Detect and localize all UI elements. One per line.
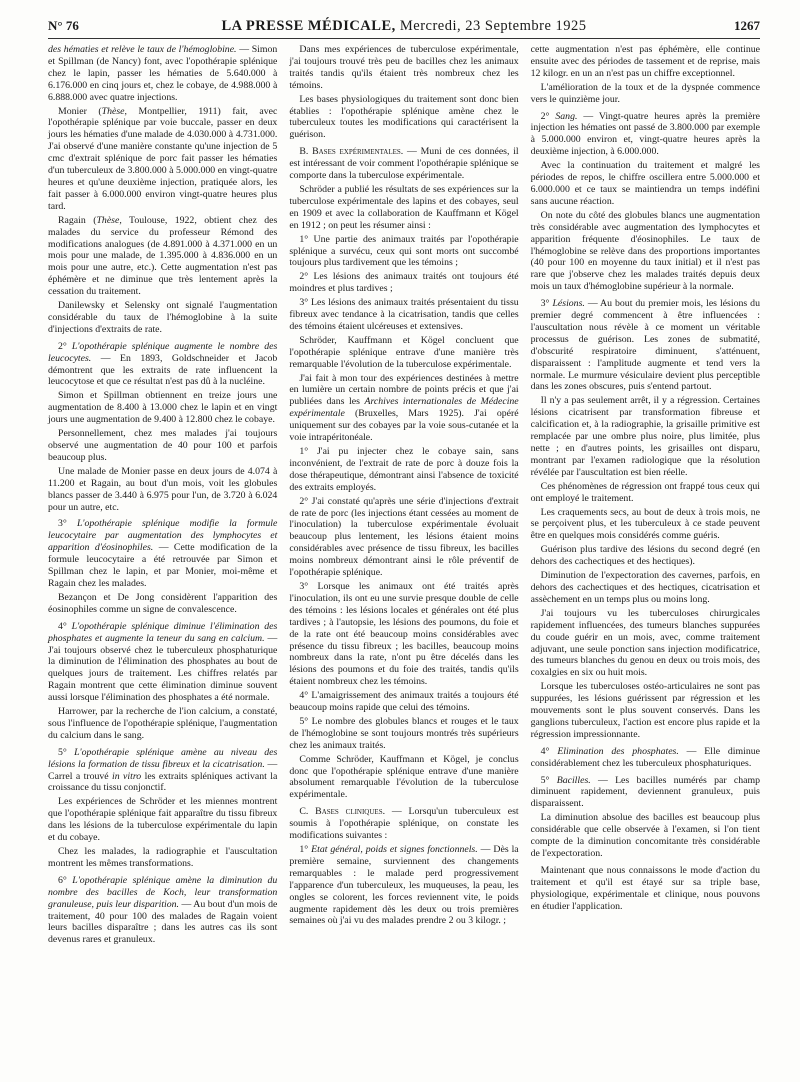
text-run: 3° Les lésions des animaux traités présentaient du tissu fibreux avec tendance à la cicatrisation, tandis que celles des témoins étaient ulcéreuses et extensives. <box>289 297 519 332</box>
text-run: 1° J'ai pu injecter chez le cobaye sain, sans inconvénient, de l'extrait de rate de porc à douze fois la dose thérapeutique, démontrant ainsi l'absence de toxicité des extraits employés. <box>289 446 519 493</box>
italic-text: in vitro <box>112 770 142 782</box>
text-run: Guérison plus tardive des lésions du second degré (en dehors des cachectiques et des hectiques). <box>530 544 760 568</box>
text-run: Bezançon et De Jong considèrent l'apparition des éosinophiles comme un signe de convalescence. <box>48 591 278 615</box>
text-run: Monier ( <box>58 105 102 117</box>
italic-text: Elimination des phosphates. <box>557 745 679 757</box>
text-run: Les expériences de Schröder et les miennes montrent que l'opothérapie splénique fait apparaître du tissu fibreux dans les lésions de la tuberculose expérimentale du lapin et du cobaye. <box>48 796 278 844</box>
text-run: 5° Le nombre des globules blancs et rouges et le taux de l'hémoglobine se sont toujours montrés très supérieurs chez les animaux traités. <box>289 715 519 751</box>
text-run: — Dès la première semaine, surviennent des changements remarquables : le malade perd progressivement l'apparence d'un tuberculeux, les muqueuses, la peau, les ongles se colorent, les forces reviennent vite, le poids augmente rapidement dès les deux ou trois premières semaines où j'ai vu des malades prendre 2 ou 3 kilogr. ; <box>289 844 519 927</box>
paragraph <box>48 215 277 298</box>
paragraph <box>531 812 760 860</box>
paragraph <box>289 335 518 371</box>
text-run: Chez les malades, la radiographie et l'auscultation montrent les mêmes transformations. <box>48 846 278 869</box>
paragraph <box>289 94 518 142</box>
text-run: Avec la continuation du traitement et malgré les périodes de repos, le chiffre oscillera entre 5.000.000 et 6.000.000 et ce taux se maintiendra un temps indéfini sans aucune réaction. <box>530 160 760 207</box>
column-2 <box>289 44 518 948</box>
page-header <box>48 18 760 39</box>
italic-text: Bacilles. <box>556 774 591 786</box>
paragraph <box>289 844 518 927</box>
text-run: — Vingt-quatre heures après la première injection les hématies ont passé de 3.800.000 par exemple à 5.000.000 environ et, vingt-quatre heures après la deuxième injection, à 6.000.000. <box>530 110 760 158</box>
paragraph <box>531 507 760 543</box>
text-run: 4° <box>540 745 558 757</box>
text-run: J'ai toujours vu les tuberculoses chirurgicales rapidement influencées, des tumeurs blanches suppurées du coude guérir en un mois, avec, comme traitement adjuvant, une seule ponction sans injection modificatrice, des tumeurs blanches du genou en deux ou trois mois, des coxalgies en six ou huit mois. <box>530 607 760 679</box>
text-run: 5° <box>540 774 557 786</box>
paragraph <box>48 390 277 426</box>
text-run: Diminution de l'expectoration des cavernes, parfois, en dehors des cachectiques et des hectiques, cicatrisation et assèchement en un temps plus ou moins long. <box>530 570 760 605</box>
italic-text: Etat général, poids et signes fonctionnels. <box>311 844 478 855</box>
section-heading: Bases cliniques. <box>315 806 386 818</box>
italic-text: L'opothérapie splénique augmente le nombre des leucocytes. <box>48 340 278 364</box>
paragraph <box>531 775 760 811</box>
text-run: cette augmentation n'est pas éphémère, elle continue ensuite avec des périodes de tassement et de reprise, mais 12 kilogr. en un an n'est pas un chiffre exceptionnel. <box>530 44 760 79</box>
paragraph <box>531 570 760 606</box>
paragraph <box>531 544 760 568</box>
text-run: Ragain ( <box>58 214 97 226</box>
text-run: Comme Schröder, Kauffmann et Kögel, je conclus donc que l'opothérapie splénique entrave d'une manière absolument remarquable l'évolution de la tuberculose expérimentale. <box>289 753 519 801</box>
column-1 <box>48 44 277 948</box>
text-run: — Au bout du premier mois, les lésions du premier degré commencent à être influencées : l'auscultation nous révèle à ce moment un véritable processus de guérison. Les zones de submatité, d'obscurité respiratoire diminuent, s'atténuent, disparaissent : l'amplitude augmente et tend vers la normale. Le murmure vésiculaire devient plus perceptible dans les zones obscures, puis s'entend partout. <box>530 298 760 393</box>
text-run: B. <box>299 146 313 158</box>
paragraph <box>289 146 518 182</box>
text-run: , Montpellier, 1911) fait, avec l'opothérapie splénique par voie buccale, passer en deux jours les hématies d'une malade de 4.030.000 à 4.731.000. J'ai observé d'une manière constante qu'une injection de 5 cmc d'extrait splénique de porc fait passer les hématies d'un tuberculeux de 3.800.000 à 5.000.000 en vingt-quatre heures et qu'une deuxième injection, pratiquée alors, les fait passer à 6.000.000 environ vingt-quatre heures plus tard. <box>48 105 278 212</box>
text-run: La diminution absolue des bacilles est beaucoup plus considérable que celle observée à l'examen, si l'on tient compte de la diminution concomitante très considérable de l'expectoration. <box>530 812 760 859</box>
text-run: 6° <box>58 874 73 886</box>
issue-number: N° 76 <box>48 18 79 33</box>
paragraph <box>289 297 518 333</box>
text-run: — Cette modification de la formule leucocytaire a été retrouvée par Simon et Spillman chez le lapin, et par Monier, moi-même et Ragain chez les malades. <box>48 542 278 589</box>
text-run: — Lorsqu'un tuberculeux est soumis à l'opothérapie splénique, on constate les modifications suivantes : <box>289 806 519 842</box>
paragraph <box>289 496 518 579</box>
paragraph <box>48 747 277 795</box>
paragraph <box>48 428 277 464</box>
text-run: 3° Lorsque les animaux ont été traités après l'inoculation, ils ont eu une survie presque double de celle des témoins : les lésions locales et générales ont été plus tardives ; à l'autopsie, les lésions des poumons, du foie et de la rate ont été beaucoup moins considérables avec présence du tissu fibreux ; les bacilles, beaucoup moins nombreux dans la rate, n'ont pu être décelés dans les lésions des poumons et du foie des traités, tandis qu'ils étaient nombreux chez les témoins. <box>289 580 519 688</box>
italic-text: Sang. <box>555 110 578 122</box>
text-run: Lorsque les tuberculoses ostéo-articulaires ne sont pas suppurées, les lésions guérissent par régression et les mouvements sont le plus souvent conservés. Dans les ganglions tuberculeux, l'action est encore plus rapide et la régression impressionnante. <box>530 681 760 740</box>
text-run: — Muni de ces données, il est intéressant de voir comment l'opothérapie splénique se comporte dans la tuberculose expérimentale. <box>289 146 519 182</box>
paragraph <box>531 681 760 741</box>
text-run: 1° Une partie des animaux traités par l'opothérapie splénique a survécu, ceux qui sont morts ont succombé toujours plus tardivement que les témoins ; <box>289 233 519 269</box>
italic-text: Thèse <box>101 105 125 117</box>
text-run: Schröder a publié les résultats de ses expériences sur la tuberculose expérimentale des lapins et des cobayes, seul en 1909 et avec la collaboration de Kauffmann et Kögel en 1912 ; on peut les résumer ainsi : <box>289 183 519 231</box>
paragraph <box>48 44 277 104</box>
text-run: les extraits spléniques activant la croissance du tissu conjonctif. <box>48 770 278 794</box>
paragraph <box>531 160 760 208</box>
text-run: C. <box>299 806 316 818</box>
text-run: 3° <box>540 298 553 310</box>
paragraph <box>531 481 760 505</box>
article-body <box>48 44 760 948</box>
paragraph <box>289 806 518 842</box>
text-run: — Carrel a trouvé <box>48 758 278 782</box>
paragraph <box>531 111 760 159</box>
paragraph <box>531 608 760 679</box>
paragraph <box>289 373 518 444</box>
text-run: Une malade de Monier passe en deux jours de 4.074 à 11.200 et Ragain, au bout d'un mois, voit les globules blancs passer de 3.440 à 6.975 pour l'un, de 3.720 à 6.024 pour un autre, etc. <box>48 465 278 513</box>
text-run: Personnellement, chez mes malades j'ai toujours observé une augmentation de 40 pour 100 et parfois beaucoup plus. <box>48 428 278 463</box>
issue-date: Mercredi, 23 Septembre 1925 <box>399 18 587 34</box>
paragraph <box>289 690 518 714</box>
masthead <box>108 18 700 35</box>
journal-title: LA PRESSE MÉDICALE, <box>221 18 396 34</box>
paragraph <box>531 865 760 913</box>
text-run: — Elle diminue considérablement chez les tuberculeux phosphaturiques. <box>530 745 760 769</box>
paragraph <box>531 395 760 478</box>
italic-text: Lésions. <box>552 298 585 310</box>
paragraph <box>48 300 277 336</box>
text-run: 2° <box>540 110 556 122</box>
text-run: Ces phénomènes de régression ont frappé tous ceux qui ont employé le traitement. <box>530 480 760 504</box>
text-run: — Simon et Spillman (de Nancy) font, avec l'opothérapie splénique chez le lapin, passer les hématies de 5.640.000 à 6.176.000 en cinq jours et, chez le cobaye, de 4.988.000 à 6.888.000 avec quatre injections. <box>48 44 278 103</box>
italic-text: des hématies et relève le taux de l'hémoglobine. <box>48 44 237 55</box>
text-run: Il n'y a pas seulement arrêt, il y a régression. Certaines lésions cicatrisent par transformation fibreuse et calcification et, à la radiographie, la grisaille primitive est remplacée par une ombre plus noire, plus limitée, plus nette ; en d'autres points, les grisailles ont disparu, montrant par l'examen radiologique que la résolution révélée par l'auscultation est bien réelle. <box>530 395 760 478</box>
paragraph <box>531 210 760 293</box>
paragraph <box>48 706 277 742</box>
text-run: — Au bout d'un mois de traitement, 40 pour 100 des malades de Ragain voient leurs bacilles disparaître ; dans les autres cas ils sont devenus rares et granuleux. <box>48 898 278 946</box>
paragraph <box>48 518 277 589</box>
paragraph <box>48 796 277 844</box>
paragraph <box>289 184 518 232</box>
text-run: 2° J'ai constaté qu'après une série d'injections d'extrait de rate de porc (les injections étant cessées au moment de l'inoculation) la tuberculose expérimentale évoluait beaucoup plus lentement, les lésions étaient moins considérables avec présence de tissu fibreux, les bacilles moins nombreux démontrant ainsi le rôle préventif de l'opothérapie splénique. <box>289 495 519 579</box>
paragraph <box>289 716 518 752</box>
text-run: Schröder, Kauffmann et Kögel concluent que l'opothérapie splénique entrave d'une manière très remarquable l'évolution de la tuberculose expérimentale. <box>289 334 519 370</box>
italic-text: Archives internationales de Médecine expérimentale <box>289 396 519 420</box>
paragraph <box>48 846 277 870</box>
paragraph <box>289 271 518 295</box>
paragraph <box>48 875 277 946</box>
paragraph <box>289 446 518 494</box>
paragraph <box>289 581 518 688</box>
text-run: Dans mes expériences de tuberculose expérimentale, j'ai toujours trouvé très peu de bacilles chez les animaux traités tandis qu'ils étaient très nombreux chez les témoins. <box>289 44 519 91</box>
paragraph <box>531 298 760 393</box>
column-3 <box>531 44 760 948</box>
italic-text: L'opothérapie splénique amène la diminution du nombre des bacilles de Koch, leur transformation granuleuse, puis leur disparition. <box>48 874 278 910</box>
paragraph <box>48 466 277 514</box>
text-run: Les bases physiologiques du traitement sont donc bien établies : l'opothérapie splénique amène chez le tuberculeux toutes les modifications qui caractérisent la guérison. <box>289 93 519 141</box>
text-run: 4° L'amaigrissement des animaux traités a toujours été beaucoup moins rapide que celui des témoins. <box>289 690 519 714</box>
text-run: — Les bacilles numérés par champ diminuent rapidement, deviennent granuleux, puis disparaissent. <box>530 774 760 810</box>
italic-text: L'opothérapie splénique amène au niveau des lésions la formation de tissu fibreux et la cicatrisation. <box>48 746 278 770</box>
paragraph <box>289 234 518 270</box>
text-run: On note du côté des globules blancs une augmentation très considérable avec augmentation des lymphocytes et apparition fréquente d'éosinophiles. Le taux de l'hémoglobine se relève dans des proportions importantes (40 pour 100 en moyenne du taux initial) et il n'est pas rare que j'observe chez les malades traités depuis deux mois un taux d'hémoglobine supérieur à la normale. <box>530 209 760 293</box>
paragraph <box>531 82 760 106</box>
text-run: 2° Les lésions des animaux traités ont toujours été moindres et plus tardives ; <box>289 271 519 295</box>
text-run: 4° <box>58 620 72 632</box>
text-run: L'amélioration de la toux et de la dyspnée commence vers le quinzième jour. <box>530 81 760 105</box>
page-number: 1267 <box>734 18 760 33</box>
paragraph <box>48 341 277 389</box>
text-run: 5° <box>58 746 75 758</box>
text-run: Danilewsky et Selensky ont signalé l'augmentation considérable du taux de l'hémoglobine à la suite d'injections d'extraits de rate. <box>48 300 278 335</box>
section-heading: Bases expérimentales. <box>312 146 404 158</box>
paragraph <box>289 44 518 92</box>
paragraph <box>531 746 760 770</box>
paragraph <box>531 44 760 80</box>
italic-text: L'opothérapie splénique modifie la formule leucocytaire par augmentation des lymphocytes et apparition d'éosinophiles. <box>48 518 278 554</box>
text-run: (Bruxelles, Mars 1925). J'ai opéré uniquement sur des cobayes par la voie sous-cutanée et la voie intrapéritonéale. <box>289 408 519 444</box>
paragraph <box>289 754 518 802</box>
text-run: — J'ai toujours observé chez le tuberculeux phosphaturique la diminution de l'élimination des phosphates au bout de quelques jours de traitement. Les chiffres relatés par Ragain montrent que cette élimination diminue souvent aussi lorsque l'élimination des phosphates a été normale. <box>48 632 278 704</box>
text-run: Harrower, par la recherche de l'ion calcium, a constaté, sous l'influence de l'opothérapie splénique, l'augmentation du calcium dans le sang. <box>48 706 278 741</box>
italic-text: Thèse <box>96 214 120 226</box>
text-run: 1° <box>299 844 312 855</box>
text-run: , Toulouse, 1922, obtient chez des malades du service du professeur Rémond des modifications analogues (de 4.891.000 à 4.371.000 en un mois pour une malade, de 1.395.000 à 4.836.000 en un mois pour une autre, etc.). Cette augmentation n'est pas éphémère et ne diminue que très lentement après la cessation du traitement. <box>48 214 278 298</box>
italic-text: L'opothérapie splénique diminue l'élimination des phosphates et augmente la teneur du sang en calcium. <box>48 620 278 644</box>
text-run: 2° <box>58 340 72 352</box>
text-run: J'ai fait à mon tour des expériences destinées à mettre en lumière un certain nombre de points précis et que j'ai publiées dans les <box>289 372 519 408</box>
text-run: — En 1893, Goldschneider et Jacob démontrent que les extraits de rate influencent la leucocytose et que ce résultat n'est pas dû à la nucléine. <box>48 352 278 388</box>
paragraph <box>48 106 277 213</box>
text-run: Maintenant que nous connaissons le mode d'action du traitement et qu'il est étayé sur sa triple base, physiologique, expérimentale et clinique, nous pouvons en étudier l'application. <box>530 864 760 912</box>
paragraph <box>48 621 277 704</box>
text-run: Les craquements secs, au bout de deux à trois mois, ne se perçoivent plus, et les tuberculeux à ce stade peuvent être en quelques mois considérés comme guéris. <box>530 506 760 542</box>
paragraph <box>48 592 277 616</box>
text-run: 3° <box>58 518 77 530</box>
text-run: Simon et Spillman obtiennent en treize jours une augmentation de 8.400 à 13.000 chez le lapin et en vingt jours une augmentation de 9.400 à 12.800 chez le cobaye. <box>48 390 278 426</box>
